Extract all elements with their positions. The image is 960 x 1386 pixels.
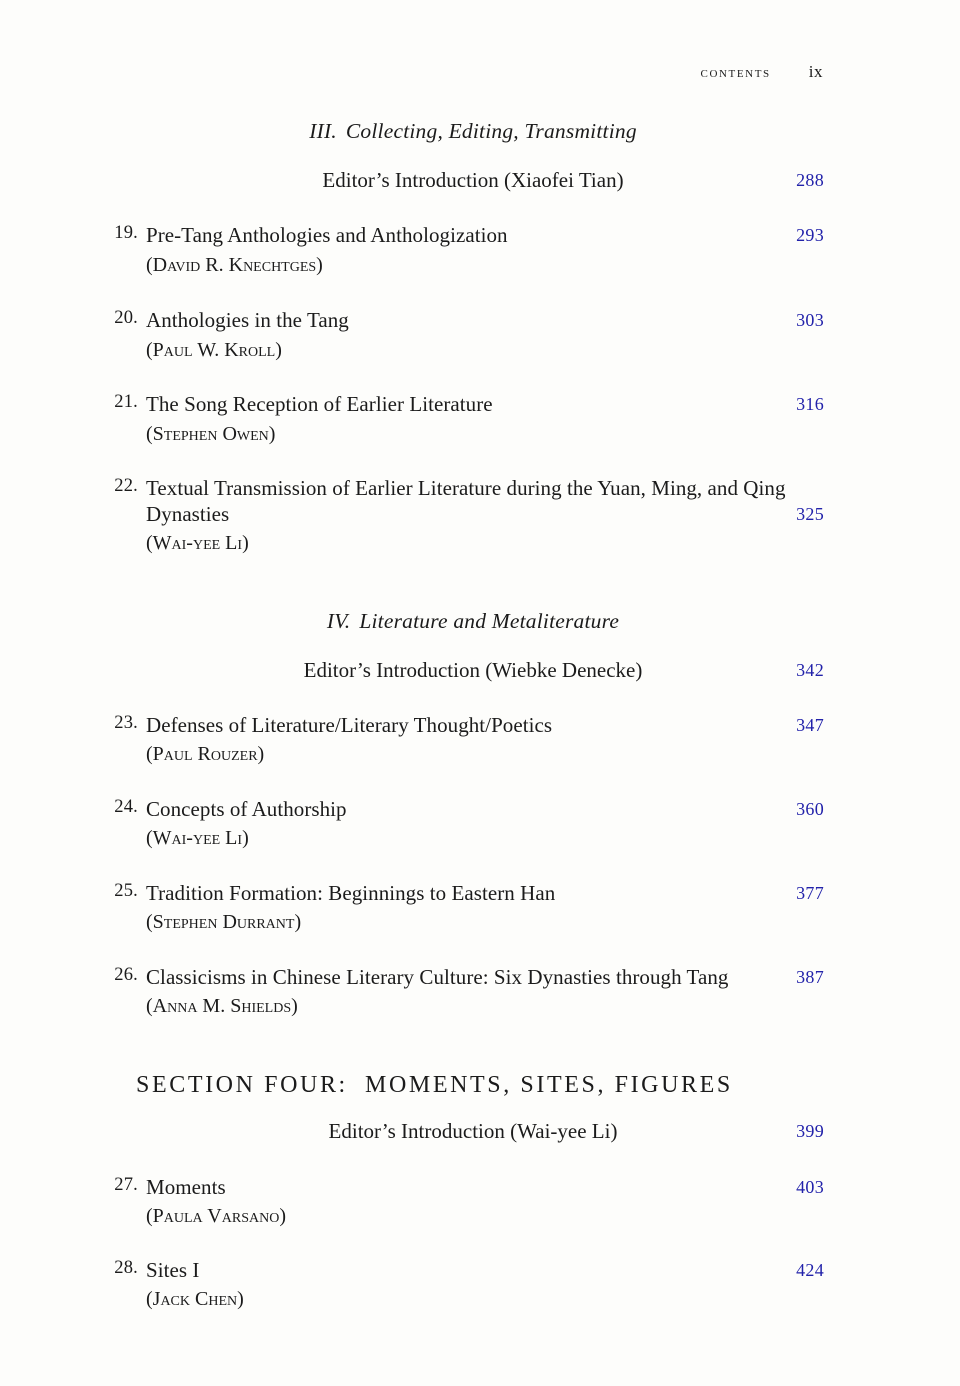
entry-title: Sites I: [146, 1257, 200, 1282]
editor-introduction-section-four[interactable]: [112, 1119, 824, 1144]
part-title-three: Collecting, Editing, Transmitting: [345, 119, 637, 143]
entry-author: (Stephen Durrant): [146, 911, 302, 933]
entry-number: 26.: [114, 964, 138, 985]
entry-title: Textual Transmission of Earlier Literature during the Yuan, Ming, and Qing Dynasties: [146, 476, 786, 526]
entry-author: (Paul W. Kroll): [146, 338, 282, 361]
entry-title: Tradition Formation: Beginnings to Eastern Han: [146, 880, 556, 905]
entry-folio: 293: [796, 225, 824, 245]
entry-number: 23.: [114, 712, 138, 733]
entry-folio: 403: [796, 1176, 824, 1197]
running-head-folio: ix: [808, 62, 823, 81]
entry-title: Classicisms in Chinese Literary Culture: Six Dynasties through Tang: [146, 964, 729, 989]
entry-number: 20.: [114, 308, 138, 328]
part-heading-four: [112, 609, 824, 634]
entry-author: (Wai-yee Li): [146, 827, 249, 849]
part-title-four: Literature and Metaliterature: [359, 608, 620, 633]
entry-number: 25.: [114, 880, 138, 901]
entry-author: (Wai-yee Li): [146, 532, 249, 554]
entry-folio: 387: [796, 966, 824, 987]
toc-entry-22[interactable]: [112, 476, 824, 557]
entry-author: (Stephen Owen): [146, 422, 276, 445]
running-head-label: contents: [700, 65, 771, 81]
entry-number: 19.: [114, 223, 138, 243]
editor-introduction-four[interactable]: [112, 658, 824, 683]
running-head: [0, 62, 823, 82]
entry-title: Defenses of Literature/Literary Thought/Poetics: [146, 712, 553, 737]
editor-introduction-four-label: Editor’s Introduction (Wiebke Denecke): [303, 657, 643, 682]
entry-folio: 347: [796, 714, 824, 735]
entry-folio: 424: [796, 1259, 824, 1280]
entry-title: The Song Reception of Earlier Literature: [146, 392, 493, 416]
toc-entry-28[interactable]: [112, 1258, 824, 1313]
entry-folio: 377: [796, 882, 824, 903]
editor-introduction-three-label: Editor’s Introduction (Xiaofei Tian): [322, 168, 624, 192]
toc-body: [112, 112, 824, 1313]
toc-entry-24[interactable]: [112, 797, 824, 852]
entry-title: Pre-Tang Anthologies and Anthologization: [146, 223, 508, 247]
entry-number: 28.: [114, 1257, 138, 1278]
editor-introduction-three[interactable]: [112, 168, 824, 193]
entry-folio: 316: [796, 394, 824, 414]
toc-entry-21[interactable]: [112, 392, 824, 447]
editor-introduction-three-folio: 288: [796, 170, 824, 190]
entry-number: 21.: [114, 392, 138, 412]
entry-number: 24.: [114, 796, 138, 817]
toc-entry-20[interactable]: [112, 308, 824, 363]
editor-introduction-section-four-label: Editor’s Introduction (Wai-yee Li): [328, 1118, 618, 1143]
entry-title: Anthologies in the Tang: [146, 308, 349, 332]
toc-entry-23[interactable]: [112, 713, 824, 768]
part-heading-three: [112, 119, 824, 144]
entry-author: (Paula Varsano): [146, 1205, 286, 1227]
editor-introduction-section-four-folio: 399: [796, 1120, 824, 1141]
section-heading: SECTION FOUR: MOMENTS, SITES, FIGURES: [136, 1071, 733, 1098]
entry-author: (David R. Knechtges): [146, 253, 323, 276]
entry-number: 22.: [114, 476, 138, 496]
entry-author: (Anna M. Shields): [146, 995, 298, 1017]
part-numeral-three: III.: [309, 119, 337, 143]
entry-title: Moments: [146, 1174, 226, 1199]
entry-folio: 303: [796, 310, 824, 330]
toc-entry-25[interactable]: [112, 881, 824, 936]
toc-entry-27[interactable]: [112, 1175, 824, 1230]
entry-folio: 325: [796, 503, 824, 524]
entry-author: (Jack Chen): [146, 1288, 244, 1310]
editor-introduction-four-folio: 342: [796, 659, 824, 680]
entry-folio: 360: [796, 798, 824, 819]
toc-entry-19[interactable]: [112, 223, 824, 278]
entry-number: 27.: [114, 1174, 138, 1195]
toc-entry-26[interactable]: [112, 965, 824, 1020]
entry-author: (Paul Rouzer): [146, 743, 265, 765]
entry-title: Concepts of Authorship: [146, 796, 347, 821]
part-numeral-four: IV.: [326, 608, 351, 633]
